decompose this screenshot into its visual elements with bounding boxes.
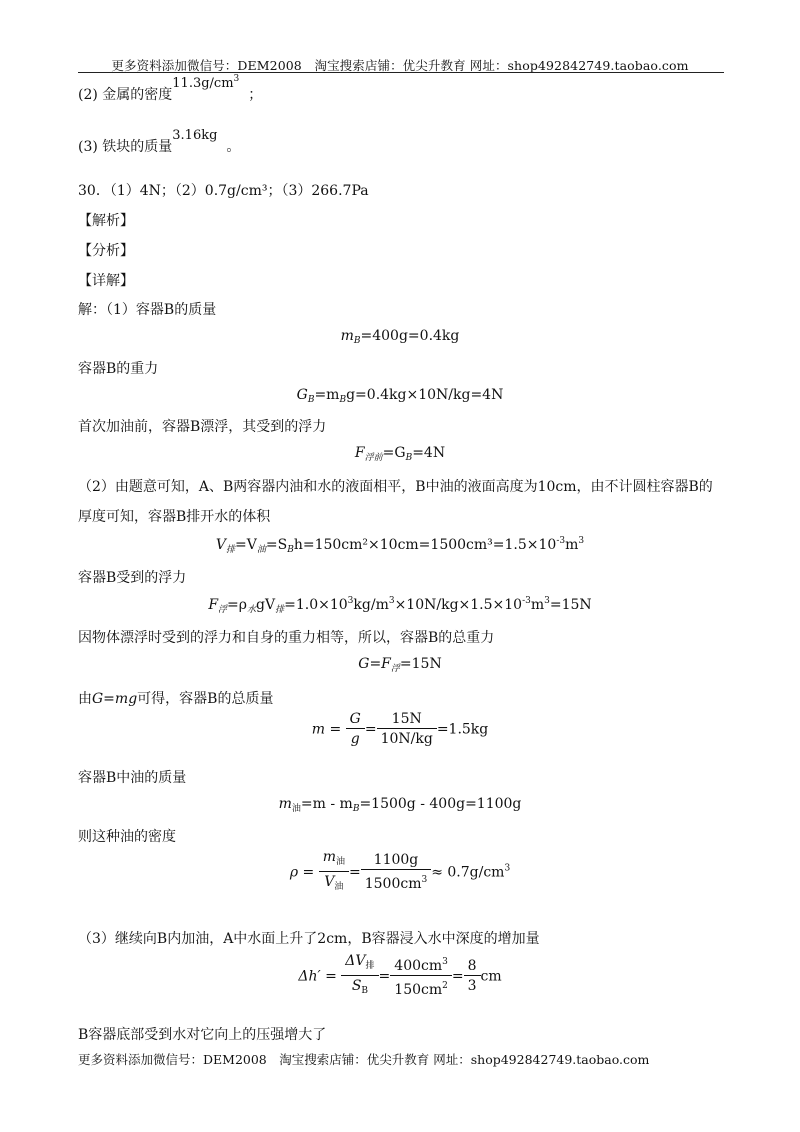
page-header: 更多资料添加微信号：DEM2008 淘宝搜索店铺：优尖升教育 网址：shop492842749.taobao.com <box>111 58 689 73</box>
page-footer: 更多资料添加微信号：DEM2008 淘宝搜索店铺：优尖升教育 网址：shop492842749.taobao.com <box>78 1052 650 1067</box>
answer-2 <box>78 74 263 104</box>
eq-depth-increase: Δh′ = $\frac{\Delta V_排}{S_B}$ = $\frac{400cm^3}{150cm^2}$ = $\frac{8}{3}$ cm <box>0 952 800 1001</box>
q30-answers: 30．（1）4N；（2）0.7g/cm³；（3）266.7Pa <box>78 183 369 199</box>
fraction-8-over-3: $\frac{8}{3}$ <box>464 957 481 996</box>
answer-2-value: $11.3g/cm^3$ <box>172 74 240 91</box>
eq-oil-mass: $m_油=m - m_B=1500g - 400g=1100g$ <box>278 796 522 814</box>
step-3-text: 首次加油前，容器B漂浮，其受到的浮力 <box>78 419 327 435</box>
fraction-400-over-150: $\frac{400cm^3}{150cm^2}$ <box>390 953 452 1000</box>
eq-buoyancy-before: $F_{浮前}=G_B=4N$ <box>354 445 446 463</box>
step-4-text-a: （2）由题意可知，A、B两容器内油和水的液面相平，B中油的液面高度为10cm，由不计圆柱容器B的 <box>78 479 713 495</box>
step-4-text-b: 厚度可知，容器B排开水的体积 <box>78 509 271 525</box>
answer-3-end: 。 <box>226 139 241 155</box>
fraction-g-over-g: $\frac{G}{g}$ <box>346 710 365 749</box>
answer-3-label: (3) 铁块的质量 <box>78 139 173 155</box>
eq-mass-b: $m_B=400g=0.4kg$ <box>340 328 460 346</box>
step-10-text: （3）继续向B内加油，A中水面上升了2cm，B容器浸入水中深度的增加量 <box>78 931 540 947</box>
step-7-text: 由G=mg可得，容器B的总质量 <box>78 691 274 707</box>
answer-3 <box>78 128 241 156</box>
tag-analysis: 【解析】 <box>78 213 134 229</box>
step-8-text: 容器B中油的质量 <box>78 770 187 786</box>
eq-total-mass: m = $\frac{G}{g}$ = $\frac{15N}{10N/kg}$ =1.5kg <box>311 711 489 747</box>
eq-oil-density: ρ = $\frac{m_油}{V_油}$ = $\frac{1100g}{1500cm^3}$ ≈ $0.7g/cm^3$ <box>0 848 800 897</box>
header-rule <box>78 72 724 73</box>
answer-2-end: ； <box>248 87 263 103</box>
answer-2-label: (2) 金属的密度 <box>78 87 173 103</box>
step-6-text: 因物体漂浮时受到的浮力和自身的重力相等，所以，容器B的总重力 <box>78 630 495 646</box>
step-1-text: 解：（1）容器B的质量 <box>78 302 217 318</box>
eq-weight-b: $G_B=m_Bg=0.4kg\times 10N/kg=4N$ <box>296 387 504 405</box>
fraction-dv-over-s: $\frac{\Delta V_排}{S_B}$ <box>341 952 378 1001</box>
step-9-text: 则这种油的密度 <box>78 829 176 845</box>
fraction-15n-over-10nkg: $\frac{15N}{10N/kg}$ <box>377 710 437 749</box>
tag-detailed: 【详解】 <box>78 273 134 289</box>
fraction-m-over-v: $\frac{m_油}{V_油}$ <box>319 848 349 897</box>
answer-3-value: 3.16kg <box>172 128 218 143</box>
fraction-1100-over-1500: $\frac{1100g}{1500cm^3}$ <box>361 851 431 894</box>
step-5-text: 容器B受到的浮力 <box>78 570 187 586</box>
step-2-text: 容器B的重力 <box>78 361 159 377</box>
eq-buoyancy: $F_浮=\rho_水gV_排=1.0\times 10^3kg/m^3\times 10N/kg\times 1.5\times 10^{-3}m^3=15N$ <box>208 596 592 615</box>
eq-total-weight: $G=F_浮=15N$ <box>358 656 442 674</box>
step-11-text: B容器底部受到水对它向上的压强增大了 <box>78 1027 327 1043</box>
eq-displaced-volume: $V_排=V_油=S_Bh=150cm^2\times 10cm=1500cm^3=1.5\times 10^{-3}m^3$ <box>215 536 585 555</box>
tag-reasoning: 【分析】 <box>78 243 134 259</box>
